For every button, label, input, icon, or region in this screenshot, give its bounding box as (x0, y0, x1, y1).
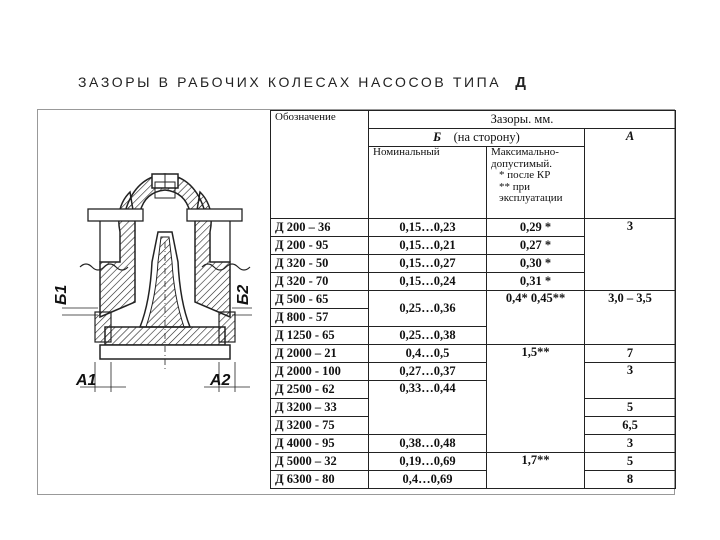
row-a: 6,5 (585, 417, 676, 435)
header-note2: ** при эксплуатации (499, 180, 563, 204)
row-nominal: 0,25…0,36 (369, 291, 487, 327)
row-designation: Д 2000 – 21 (271, 345, 369, 363)
table-row (271, 219, 676, 237)
row-a: 7 (585, 345, 676, 363)
table-row (271, 435, 676, 453)
row-designation: Д 800 - 57 (271, 309, 369, 327)
header-designation: Обозначение (271, 111, 369, 219)
row-max: 1,7** (487, 453, 585, 489)
clearance-table (270, 110, 676, 489)
row-designation: Д 320 - 70 (271, 273, 369, 291)
row-designation: Д 4000 - 95 (271, 435, 369, 453)
table-row (271, 345, 676, 363)
header-b-letter: Б (433, 130, 442, 144)
row-designation: Д 500 - 65 (271, 291, 369, 309)
label-a2: А2 (210, 372, 231, 389)
header-a-letter: А (625, 129, 635, 143)
label-b2: Б2 (235, 284, 252, 305)
row-a: 5 (585, 453, 676, 471)
row-nominal: 0,25…0,38 (369, 327, 487, 345)
row-a: 8 (585, 471, 676, 489)
row-nominal: 0,15…0,21 (369, 237, 487, 255)
row-max: 0,30 * (487, 255, 585, 273)
row-nominal: 0,33…0,44 (369, 381, 487, 435)
header-a (585, 129, 676, 219)
header-per-side: (на сторону) (453, 130, 520, 144)
row-nominal: 0,15…0,23 (369, 219, 487, 237)
row-max: 0,4* 0,45** (487, 291, 585, 345)
label-a1: А1 (76, 372, 97, 389)
row-max: 1,5** (487, 345, 585, 453)
row-a: 3,0 – 3,5 (585, 291, 676, 345)
table-row (271, 453, 676, 471)
row-a: 3 (585, 219, 676, 291)
row-nominal: 0,27…0,37 (369, 363, 487, 381)
row-nominal: 0,15…0,27 (369, 255, 487, 273)
row-designation: Д 2000 - 100 (271, 363, 369, 381)
title-suffix: Д (515, 74, 526, 91)
label-b1: Б1 (53, 284, 70, 305)
row-a: 3 (585, 363, 676, 399)
row-designation: Д 3200 - 75 (271, 417, 369, 435)
row-a: 5 (585, 399, 676, 417)
header-max (487, 147, 585, 219)
header-note1: * после КР (499, 169, 551, 181)
row-nominal: 0,4…0,5 (369, 345, 487, 363)
table-row (271, 291, 676, 309)
row-designation: Д 3200 – 33 (271, 399, 369, 417)
row-designation: Д 200 - 95 (271, 237, 369, 255)
row-designation: Д 200 – 36 (271, 219, 369, 237)
row-designation: Д 5000 – 32 (271, 453, 369, 471)
header-nominal: Номинальный (369, 147, 487, 219)
row-nominal: 0,4…0,69 (369, 471, 487, 489)
row-max: 0,31 * (487, 273, 585, 291)
row-nominal: 0,19…0,69 (369, 453, 487, 471)
flange-left (88, 209, 143, 221)
row-designation: Д 320 - 50 (271, 255, 369, 273)
table-row (271, 471, 676, 489)
header-clearances: Зазоры. мм. (369, 111, 676, 129)
row-max: 0,27 * (487, 237, 585, 255)
row-nominal: 0,38…0,48 (369, 435, 487, 453)
flange-right (187, 209, 242, 221)
row-nominal: 0,15…0,24 (369, 273, 487, 291)
pump-impeller-drawing (40, 112, 270, 402)
row-designation: Д 2500 - 62 (271, 381, 369, 399)
page-title (78, 74, 526, 91)
row-designation: Д 6300 - 80 (271, 471, 369, 489)
row-a: 3 (585, 435, 676, 453)
row-designation: Д 1250 - 65 (271, 327, 369, 345)
table-row (271, 363, 676, 381)
row-max: 0,29 * (487, 219, 585, 237)
header-b (369, 129, 585, 147)
header-max-label: Максимально-допустимый. (491, 146, 559, 170)
title-text: ЗАЗОРЫ В РАБОЧИХ КОЛЕСАХ НАСОСОВ ТИПА (78, 74, 502, 90)
